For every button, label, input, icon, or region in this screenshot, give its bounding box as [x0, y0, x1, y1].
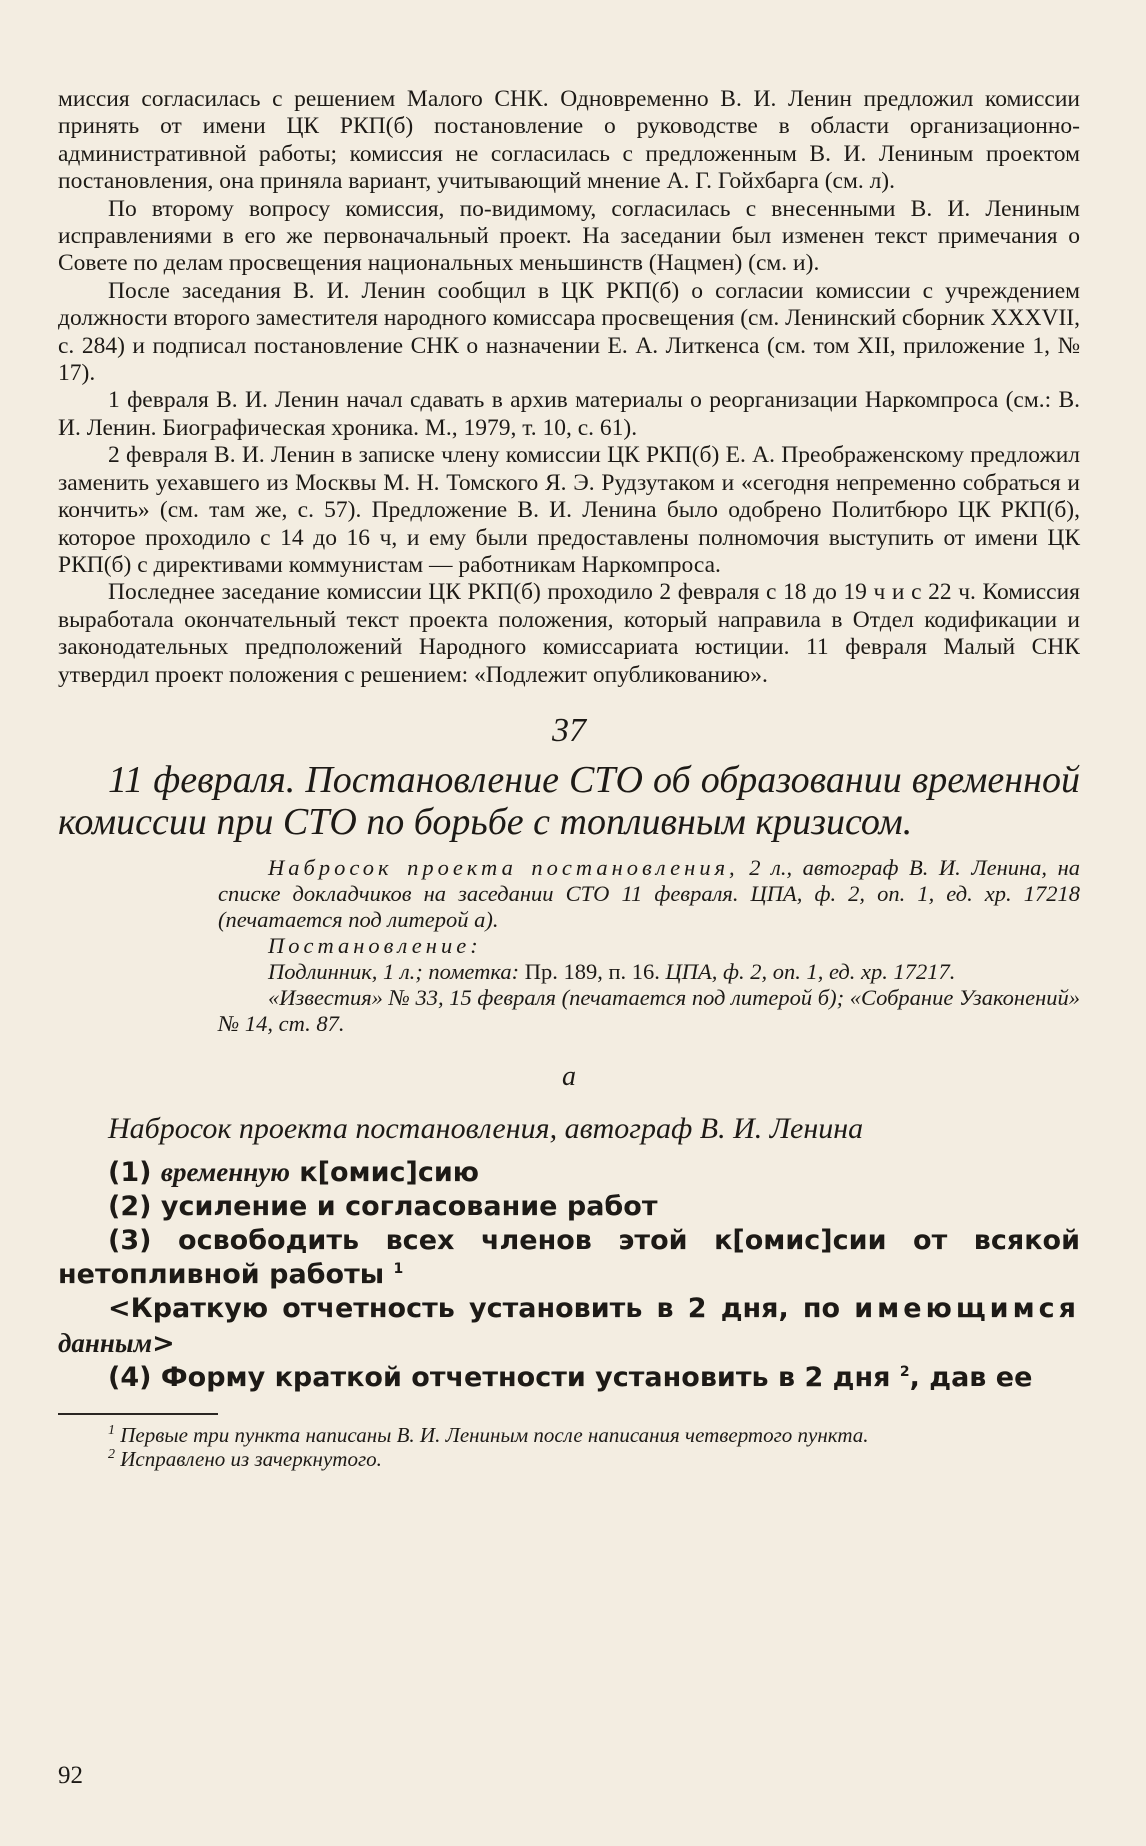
manuscript-item-3: (3) освободить всех членов этой к[омис]сии от всякой нетопливной работы $^1$	[58, 1224, 1080, 1290]
footnote: $^1$ Первые три пункта написаны В. И. Лениным после написания четвертого пункта.	[108, 1422, 869, 1447]
manuscript-item-1: (1) временную к[омис]сию	[108, 1156, 480, 1188]
page-number: 92	[58, 1762, 83, 1789]
source-text-draft: 2 л., автограф В. И. Ленина, на списке докладчиков на заседании СТО 11 февраля. ЦПА, ф. 2, оп. 1, ед. хр. 17218 (печатается под литерой а).	[218, 854, 1080, 932]
source-note-1	[218, 855, 1080, 933]
chapter-number: 37	[552, 711, 586, 749]
footnote-divider	[58, 1413, 218, 1415]
body-paragraph: 2 февраля В. И. Ленин в записке члену комиссии ЦК РКП(б) Е. А. Преображенскому предложил заменить уехавшего из Москвы М. Н. Томского Я. Э. Рудзутаком и «сегодня непременно собраться и кончить» (см. там же, с. 57). Предложение В. И. Ленина было одобрено Политбюро ЦК РКП(б), которое проходило с 14 до 16 ч, и ему были предоставлены полномочия выступить от имени ЦК РКП(б) с директивами коммунистам — работникам Наркомпроса.	[58, 442, 1080, 578]
footnote-ref: 1	[393, 1260, 404, 1277]
body-paragraph: После заседания В. И. Ленин сообщил в ЦК РКП(б) о согласии комиссии с учреждением должности второго заместителя народного комиссара просвещения (см. Ленинский сборник XXXVII, с. 284) и подписал постановление СНК о назначении Е. А. Литкенса (см. том XII, приложение 1, № 17).	[58, 277, 1080, 387]
source-note-3: «Известия» № 33, 15 февраля (печатается под литерой б); «Собрание Узаконений» № 14, ст. 87.	[218, 984, 1080, 1036]
manuscript-item-2: (2) усиление и согласование работ	[108, 1190, 658, 1222]
source-label-draft: Набросок проекта постановления,	[268, 854, 739, 880]
body-paragraph: Последнее заседание комиссии ЦК РКП(б) проходило 2 февраля с 18 до 19 ч и с 22 ч. Комиссия выработала окончательный текст проекта положения, который направила в Отдел кодификации и законодательных предположений Народного комиссариата юстиции. 11 февраля Малый СНК утвердил проект положения с решением: «Подлежит опубликованию».	[58, 579, 1080, 688]
body-paragraph: По второму вопросу комиссия, по-видимому, согласилась с внесенными В. И. Лениным исправлениями в его же первоначальный проект. На заседании был изменен текст примечания о Совете по делам просвещения национальных меньшинств (Нацмен) (см. и).	[58, 195, 1080, 277]
manuscript-item-4: (4) Форму краткой отчетности установить в 2 дня $^2$, дав ее	[108, 1361, 1033, 1393]
body-paragraph: 1 февраля В. И. Ленин начал сдавать в архив материалы о реорганизации Наркомпроса (см.: В. И. Ленин. Биографическая хроника. М., 1979, т. 10, с. 61).	[58, 387, 1080, 441]
body-paragraph: миссия согласилась с решением Малого СНК. Одновременно В. И. Ленин предложил комиссии принять от имени ЦК РКП(б) постановление о руководстве в области организационно-административной работы; комиссия не согласилась с предложенным В. И. Лениным проектом постановления, она приняла вариант, учитывающий мнение А. Г. Гойхбарга (см. л).	[58, 86, 1080, 195]
source-note-2: Подлинник, 1 л.; пометка: Пр. 189, п. 16. ЦПА, ф. 2, оп. 1, ед. хр. 17217.	[268, 958, 956, 984]
footnote-ref: 2	[899, 1363, 910, 1380]
footnote: $^2$ Исправлено из зачеркнутого.	[108, 1446, 382, 1471]
section-letter: а	[562, 1060, 576, 1092]
source-label-resolution: Постановление:	[268, 932, 482, 958]
chapter-title: 11 февраля. Постановление СТО об образовании временной комиссии при СТО по борьбе с топливным кризисом.	[58, 758, 1080, 843]
document-heading: Набросок проекта постановления, автограф В. И. Ленина	[108, 1111, 864, 1145]
manuscript-bracketed-note: <Краткую отчетность установить в 2 дня, по имеющимся данным>	[58, 1292, 1080, 1359]
page-content	[58, 86, 1080, 1471]
